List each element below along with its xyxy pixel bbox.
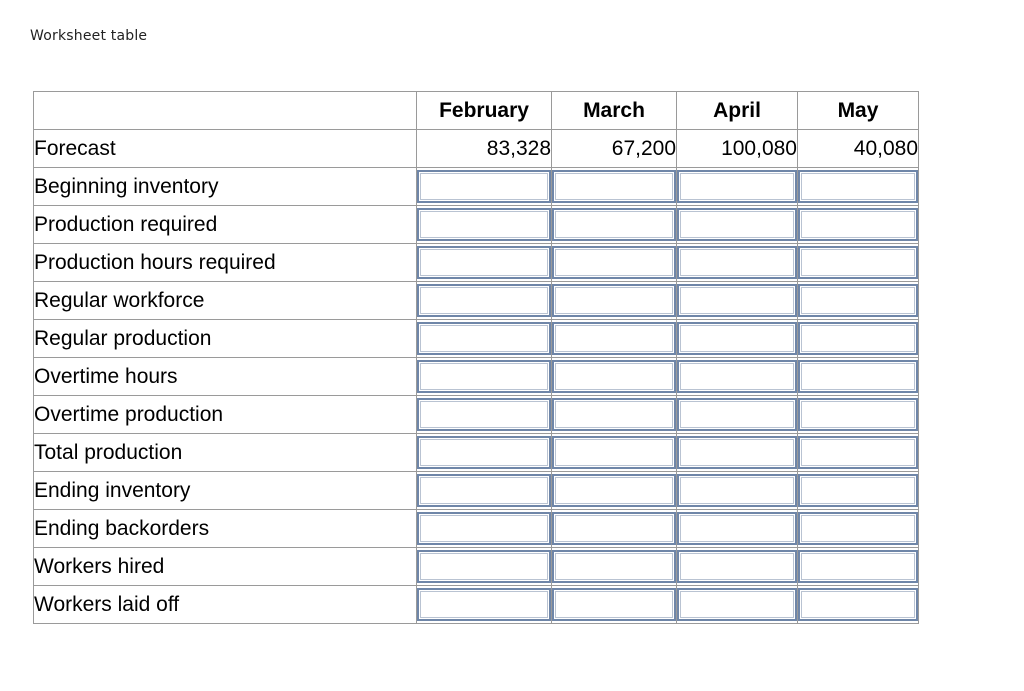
column-header-march: March <box>552 92 677 130</box>
input-cell <box>552 434 677 472</box>
production-required-february-input[interactable] <box>417 208 551 241</box>
input-cell <box>798 396 919 434</box>
table-row <box>34 244 919 282</box>
beginning-inventory-march-input[interactable] <box>552 170 676 203</box>
row-label-beginning-inventory: Beginning inventory <box>34 168 417 206</box>
workers-laid-off-may-input[interactable] <box>798 588 918 621</box>
beginning-inventory-april-input[interactable] <box>677 170 797 203</box>
input-cell <box>677 168 798 206</box>
ending-backorders-april-input[interactable] <box>677 512 797 545</box>
overtime-production-february-input[interactable] <box>417 398 551 431</box>
table-row <box>34 282 919 320</box>
input-cell <box>798 282 919 320</box>
row-label-regular-production: Regular production <box>34 320 417 358</box>
ending-backorders-february-input[interactable] <box>417 512 551 545</box>
regular-production-april-input[interactable] <box>677 322 797 355</box>
input-cell <box>552 472 677 510</box>
regular-production-february-input[interactable] <box>417 322 551 355</box>
column-header-may: May <box>798 92 919 130</box>
total-production-april-input[interactable] <box>677 436 797 469</box>
row-label-overtime-production: Overtime production <box>34 396 417 434</box>
column-header-february: February <box>417 92 552 130</box>
table-row <box>34 434 919 472</box>
table-row <box>34 472 919 510</box>
input-cell <box>417 206 552 244</box>
input-cell <box>677 510 798 548</box>
table-row <box>34 396 919 434</box>
workers-laid-off-march-input[interactable] <box>552 588 676 621</box>
forecast-value-may: 40,080 <box>798 130 919 168</box>
workers-hired-may-input[interactable] <box>798 550 918 583</box>
row-label-production-hours-required: Production hours required <box>34 244 417 282</box>
production-required-march-input[interactable] <box>552 208 676 241</box>
total-production-may-input[interactable] <box>798 436 918 469</box>
ending-inventory-may-input[interactable] <box>798 474 918 507</box>
production-hours-required-march-input[interactable] <box>552 246 676 279</box>
table-row <box>34 586 919 624</box>
production-hours-required-february-input[interactable] <box>417 246 551 279</box>
input-cell <box>798 358 919 396</box>
table-row <box>34 358 919 396</box>
input-cell <box>417 244 552 282</box>
table-row <box>34 206 919 244</box>
input-cell <box>552 168 677 206</box>
beginning-inventory-february-input[interactable] <box>417 170 551 203</box>
input-cell <box>552 510 677 548</box>
input-cell <box>677 244 798 282</box>
input-cell <box>417 472 552 510</box>
row-label-workers-laid-off: Workers laid off <box>34 586 417 624</box>
table-row <box>34 320 919 358</box>
overtime-hours-may-input[interactable] <box>798 360 918 393</box>
input-cell <box>677 434 798 472</box>
production-required-may-input[interactable] <box>798 208 918 241</box>
row-label-forecast: Forecast <box>34 130 417 168</box>
input-cell <box>552 358 677 396</box>
row-label-overtime-hours: Overtime hours <box>34 358 417 396</box>
ending-backorders-march-input[interactable] <box>552 512 676 545</box>
input-cell <box>798 320 919 358</box>
workers-laid-off-february-input[interactable] <box>417 588 551 621</box>
table-row <box>34 510 919 548</box>
header-corner-cell <box>34 92 417 130</box>
ending-inventory-april-input[interactable] <box>677 474 797 507</box>
input-cell <box>552 548 677 586</box>
production-required-april-input[interactable] <box>677 208 797 241</box>
row-label-production-required: Production required <box>34 206 417 244</box>
input-cell <box>417 586 552 624</box>
input-cell <box>798 472 919 510</box>
input-cell <box>798 206 919 244</box>
input-cell <box>417 548 552 586</box>
input-cell <box>798 434 919 472</box>
input-cell <box>677 586 798 624</box>
regular-workforce-march-input[interactable] <box>552 284 676 317</box>
column-header-april: April <box>677 92 798 130</box>
workers-hired-april-input[interactable] <box>677 550 797 583</box>
input-cell <box>417 358 552 396</box>
input-cell <box>798 548 919 586</box>
overtime-hours-march-input[interactable] <box>552 360 676 393</box>
table-row <box>34 548 919 586</box>
input-cell <box>552 586 677 624</box>
input-cell <box>677 358 798 396</box>
input-cell <box>417 282 552 320</box>
input-cell <box>417 396 552 434</box>
production-hours-required-april-input[interactable] <box>677 246 797 279</box>
input-cell <box>798 244 919 282</box>
input-cell <box>798 586 919 624</box>
input-cell <box>417 434 552 472</box>
regular-production-may-input[interactable] <box>798 322 918 355</box>
input-cell <box>677 206 798 244</box>
production-hours-required-may-input[interactable] <box>798 246 918 279</box>
input-cell <box>552 320 677 358</box>
forecast-value-february: 83,328 <box>417 130 552 168</box>
overtime-hours-april-input[interactable] <box>677 360 797 393</box>
regular-workforce-may-input[interactable] <box>798 284 918 317</box>
overtime-hours-february-input[interactable] <box>417 360 551 393</box>
row-label-ending-inventory: Ending inventory <box>34 472 417 510</box>
regular-workforce-february-input[interactable] <box>417 284 551 317</box>
workers-hired-march-input[interactable] <box>552 550 676 583</box>
row-label-regular-workforce: Regular workforce <box>34 282 417 320</box>
overtime-production-march-input[interactable] <box>552 398 676 431</box>
input-cell <box>798 510 919 548</box>
input-cell <box>417 320 552 358</box>
input-cell <box>417 168 552 206</box>
input-cell <box>552 396 677 434</box>
regular-workforce-april-input[interactable] <box>677 284 797 317</box>
input-cell <box>552 206 677 244</box>
row-label-workers-hired: Workers hired <box>34 548 417 586</box>
ending-inventory-march-input[interactable] <box>552 474 676 507</box>
input-cell <box>552 282 677 320</box>
worksheet-caption: Worksheet table <box>30 28 148 44</box>
row-label-ending-backorders: Ending backorders <box>34 510 417 548</box>
worksheet-table <box>33 91 919 624</box>
ending-inventory-february-input[interactable] <box>417 474 551 507</box>
ending-backorders-may-input[interactable] <box>798 512 918 545</box>
total-production-february-input[interactable] <box>417 436 551 469</box>
input-cell <box>677 282 798 320</box>
header-row <box>34 92 919 130</box>
forecast-row <box>34 130 919 168</box>
row-label-total-production: Total production <box>34 434 417 472</box>
total-production-march-input[interactable] <box>552 436 676 469</box>
beginning-inventory-may-input[interactable] <box>798 170 918 203</box>
overtime-production-april-input[interactable] <box>677 398 797 431</box>
input-cell <box>552 244 677 282</box>
input-cell <box>677 320 798 358</box>
input-cell <box>677 472 798 510</box>
input-cell <box>417 510 552 548</box>
overtime-production-may-input[interactable] <box>798 398 918 431</box>
forecast-value-april: 100,080 <box>677 130 798 168</box>
input-cell <box>798 168 919 206</box>
input-cell <box>677 548 798 586</box>
workers-laid-off-april-input[interactable] <box>677 588 797 621</box>
workers-hired-february-input[interactable] <box>417 550 551 583</box>
forecast-value-march: 67,200 <box>552 130 677 168</box>
regular-production-march-input[interactable] <box>552 322 676 355</box>
input-cell <box>677 396 798 434</box>
table-row <box>34 168 919 206</box>
